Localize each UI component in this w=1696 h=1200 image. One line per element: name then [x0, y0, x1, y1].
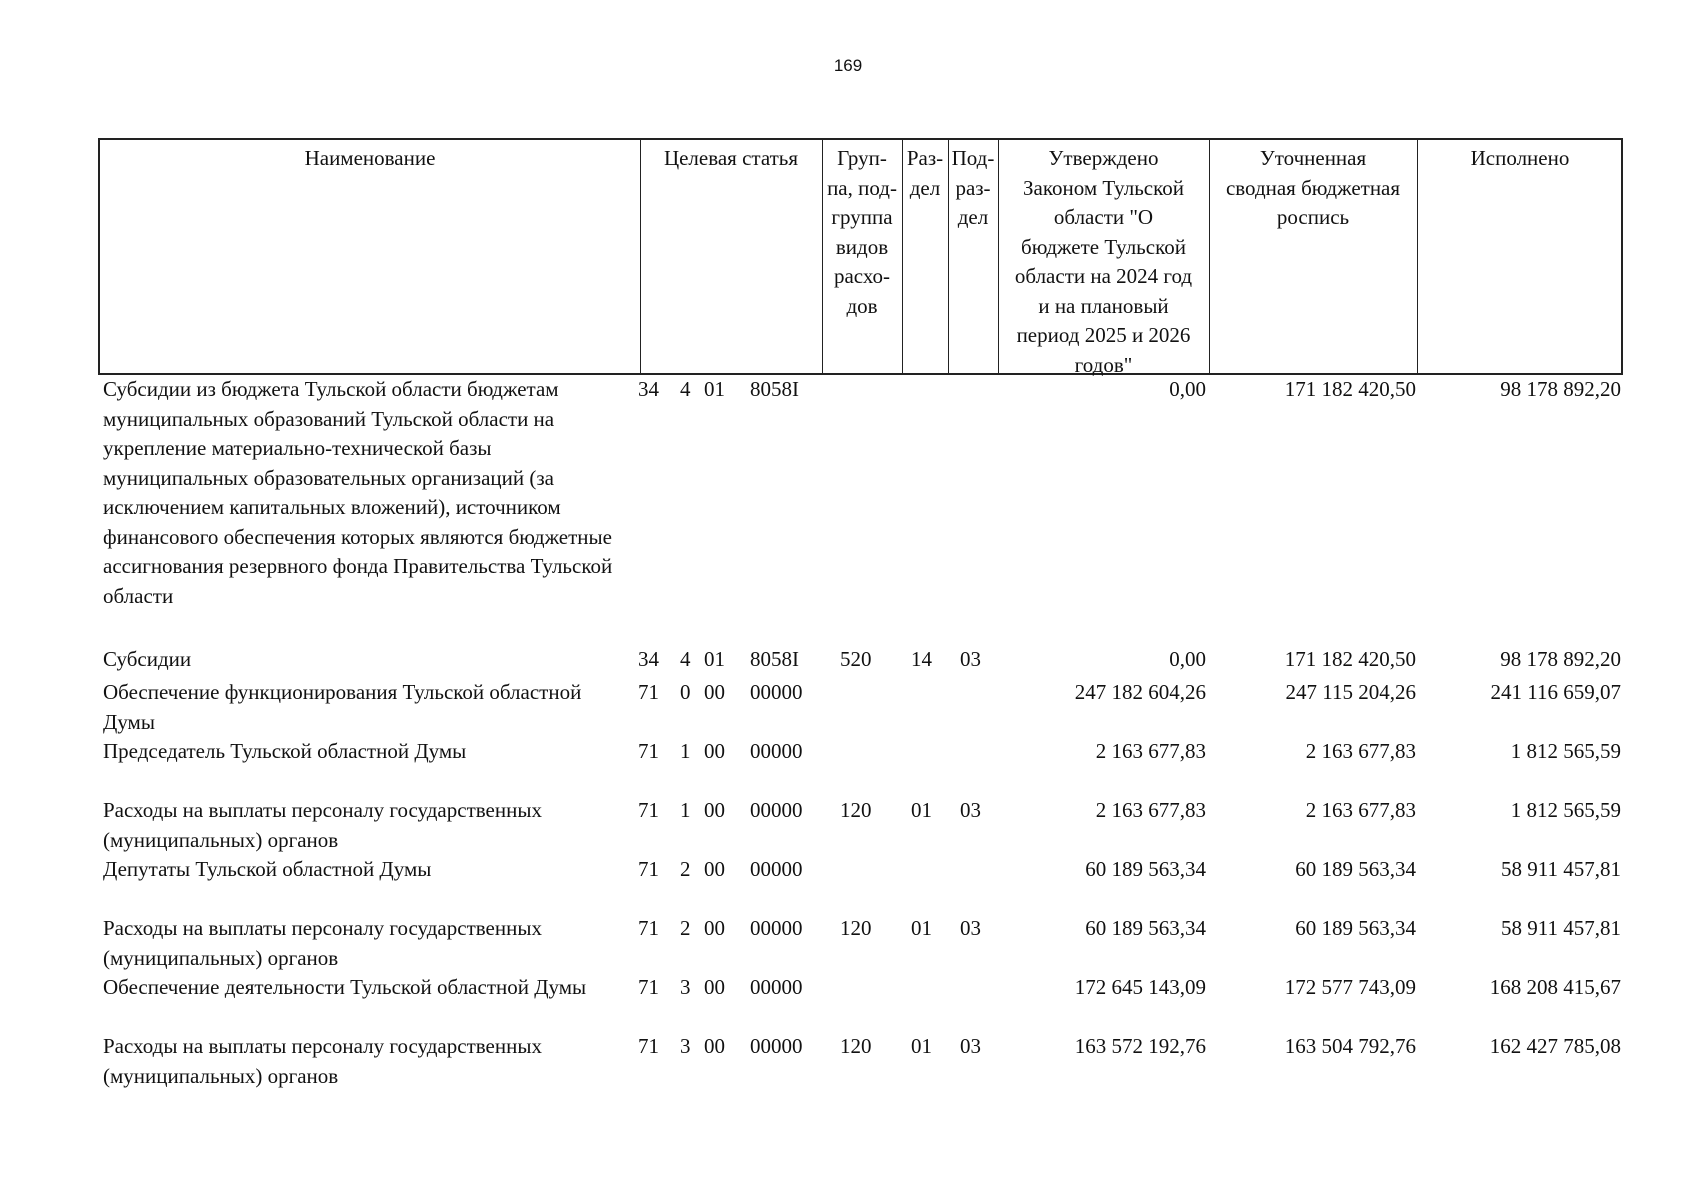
code-event: 00	[704, 857, 725, 881]
code-program: 71	[638, 857, 659, 881]
code-program: 71	[638, 798, 659, 822]
row-name: Обеспечение деятельности Тульской областной Думы	[103, 975, 587, 999]
header-clarified: Уточненная сводная бюджетная роспись	[1225, 146, 1401, 229]
code-subprogram: 1	[680, 739, 691, 763]
row-executed: 162 427 785,08	[1489, 1034, 1621, 1058]
row-section: 01	[911, 916, 932, 940]
code-direction: 00000	[750, 916, 803, 940]
row-name: Депутаты Тульской областной Думы	[103, 857, 432, 881]
row-executed: 98 178 892,20	[1500, 377, 1621, 401]
row-approved: 2 163 677,83	[1095, 739, 1206, 763]
header-group: Груп- па, под- группа видов расхо- дов	[827, 146, 897, 318]
code-event: 01	[704, 377, 725, 401]
code-direction: 00000	[750, 1034, 803, 1058]
row-executed: 241 116 659,07	[1490, 680, 1621, 704]
code-event: 00	[704, 739, 725, 763]
column-divider	[640, 140, 641, 373]
code-subprogram: 0	[680, 680, 691, 704]
header-target-article: Целевая статья	[663, 146, 799, 170]
row-group: 120	[840, 916, 872, 940]
code-subprogram: 3	[680, 975, 691, 999]
header-approved: Утверждено Законом Тульской области "О бюджете Тульской области на 2024 год и на плановый период 2025 и 2026 годов"	[1014, 146, 1193, 377]
row-section: 01	[911, 798, 932, 822]
code-event: 00	[704, 975, 725, 999]
code-program: 71	[638, 916, 659, 940]
row-approved: 0,00	[1169, 647, 1206, 671]
column-divider	[1417, 140, 1418, 373]
row-name: Председатель Тульской областной Думы	[103, 739, 467, 763]
row-approved: 60 189 563,34	[1085, 857, 1206, 881]
code-event: 00	[704, 680, 725, 704]
row-executed: 1 812 565,59	[1510, 798, 1621, 822]
row-executed: 1 812 565,59	[1510, 739, 1621, 763]
code-direction: 00000	[750, 857, 803, 881]
code-subprogram: 4	[680, 377, 691, 401]
code-subprogram: 2	[680, 916, 691, 940]
row-approved: 163 572 192,76	[1074, 1034, 1206, 1058]
row-clarified: 60 189 563,34	[1295, 916, 1416, 940]
row-name: Расходы на выплаты персоналу государственных (муниципальных) органов	[103, 798, 542, 852]
row-clarified: 247 115 204,26	[1285, 680, 1416, 704]
row-executed: 58 911 457,81	[1501, 916, 1621, 940]
row-clarified: 2 163 677,83	[1305, 798, 1416, 822]
header-subsection: Под- раз- дел	[951, 146, 995, 229]
code-direction: 8058I	[750, 377, 799, 401]
row-group: 120	[840, 798, 872, 822]
code-program: 34	[638, 647, 659, 671]
code-subprogram: 2	[680, 857, 691, 881]
row-group: 520	[840, 647, 872, 671]
row-name: Расходы на выплаты персоналу государственных (муниципальных) органов	[103, 916, 542, 970]
code-event: 00	[704, 916, 725, 940]
code-direction: 8058I	[750, 647, 799, 671]
row-clarified: 172 577 743,09	[1284, 975, 1416, 999]
row-approved: 0,00	[1169, 377, 1206, 401]
row-name: Расходы на выплаты персоналу государственных (муниципальных) органов	[103, 1034, 542, 1088]
header-executed: Исполнено	[1470, 146, 1570, 170]
row-clarified: 2 163 677,83	[1305, 739, 1416, 763]
row-subsection: 03	[960, 916, 981, 940]
code-program: 34	[638, 377, 659, 401]
row-name: Обеспечение функционирования Тульской областной Думы	[103, 680, 582, 734]
row-clarified: 163 504 792,76	[1284, 1034, 1416, 1058]
row-name: Субсидии	[103, 647, 192, 671]
row-group: 120	[840, 1034, 872, 1058]
row-executed: 168 208 415,67	[1489, 975, 1621, 999]
code-event: 00	[704, 1034, 725, 1058]
code-subprogram: 1	[680, 798, 691, 822]
row-approved: 2 163 677,83	[1095, 798, 1206, 822]
code-direction: 00000	[750, 798, 803, 822]
header-section: Раз- дел	[906, 146, 944, 200]
row-executed: 58 911 457,81	[1501, 857, 1621, 881]
code-direction: 00000	[750, 739, 803, 763]
code-subprogram: 4	[680, 647, 691, 671]
row-clarified: 60 189 563,34	[1295, 857, 1416, 881]
code-direction: 00000	[750, 680, 803, 704]
row-clarified: 171 182 420,50	[1284, 377, 1416, 401]
row-subsection: 03	[960, 1034, 981, 1058]
code-event: 01	[704, 647, 725, 671]
code-direction: 00000	[750, 975, 803, 999]
row-section: 01	[911, 1034, 932, 1058]
code-program: 71	[638, 739, 659, 763]
row-subsection: 03	[960, 647, 981, 671]
row-approved: 60 189 563,34	[1085, 916, 1206, 940]
page-number: 169	[833, 56, 863, 75]
row-clarified: 171 182 420,50	[1284, 647, 1416, 671]
code-event: 00	[704, 798, 725, 822]
table-header	[98, 138, 1623, 375]
row-section: 14	[911, 647, 932, 671]
row-executed: 98 178 892,20	[1500, 647, 1621, 671]
code-program: 71	[638, 1034, 659, 1058]
code-subprogram: 3	[680, 1034, 691, 1058]
row-approved: 172 645 143,09	[1074, 975, 1206, 999]
header-name: Наименование	[304, 146, 436, 170]
row-name: Субсидии из бюджета Тульской области бюджетам муниципальных образований Тульской области на укрепление материально-технической базы муниципальных образовательных организаций (за исключением капитальных вложений), источником финансового обеспечения которых являются бюджетные ассигнования резервного фонда Правительства Тульской области	[103, 377, 613, 608]
code-program: 71	[638, 975, 659, 999]
row-approved: 247 182 604,26	[1074, 680, 1206, 704]
row-subsection: 03	[960, 798, 981, 822]
code-program: 71	[638, 680, 659, 704]
